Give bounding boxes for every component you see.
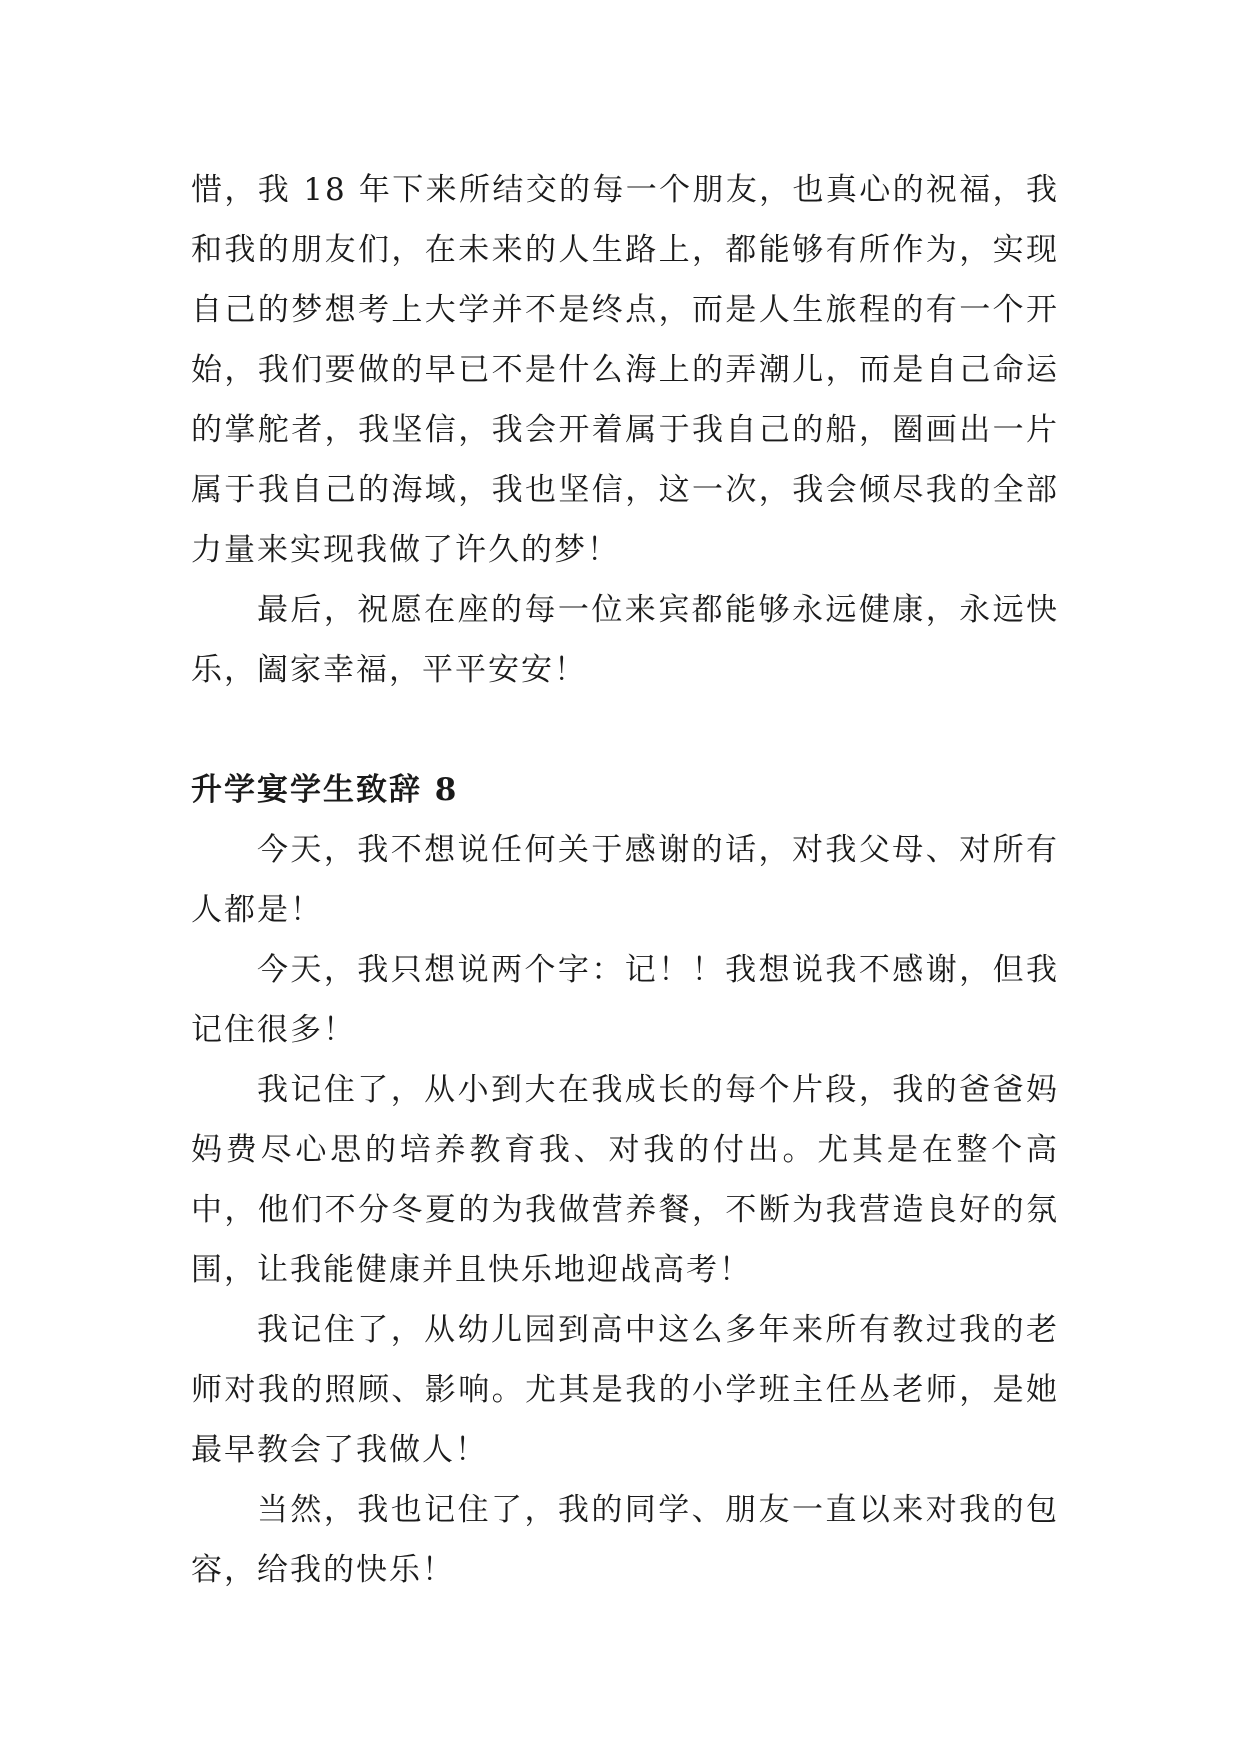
- paragraph-1: 今天，我不想说任何关于感谢的话，对我父母、对所有人都是！: [191, 832, 1059, 928]
- paragraph-2: 今天，我只想说两个字：记！！我想说我不感谢，但我记住很多！: [191, 952, 1059, 1048]
- paragraph-closing-wishes: 最后，祝愿在座的每一位来宾都能够永远健康，永远快乐，阖家幸福，平平安安！: [191, 592, 1059, 688]
- paragraph-4: 我记住了，从幼儿园到高中这么多年来所有教过我的老师对我的照顾、影响。尤其是我的小学班主任丛老师，是她最早教会了我做人！: [191, 1312, 1059, 1468]
- paragraph-3: 我记住了，从小到大在我成长的每个片段，我的爸爸妈妈费尽心思的培养教育我、对我的付出。尤其是在整个高中，他们不分冬夏的为我做营养餐，不断为我营造良好的氛围，让我能健康并且快乐地迎战高考！: [191, 1072, 1059, 1288]
- paragraph-5: 当然，我也记住了，我的同学、朋友一直以来对我的包容，给我的快乐！: [191, 1492, 1059, 1588]
- section-title: 升学宴学生致辞 8: [191, 772, 459, 808]
- document-body: [191, 160, 1059, 1600]
- paragraph-continued: 惜，我 18 年下来所结交的每一个朋友，也真心的祝福，我和我的朋友们，在未来的人生路上，都能够有所作为，实现自己的梦想考上大学并不是终点，而是人生旅程的有一个开始，我们要做的早已不是什么海上的弄潮儿，而是自己命运的掌舵者，我坚信，我会开着属于我自己的船，圈画出一片属于我自己的海域，我也坚信，这一次，我会倾尽我的全部力量来实现我做了许久的梦！: [191, 172, 1059, 568]
